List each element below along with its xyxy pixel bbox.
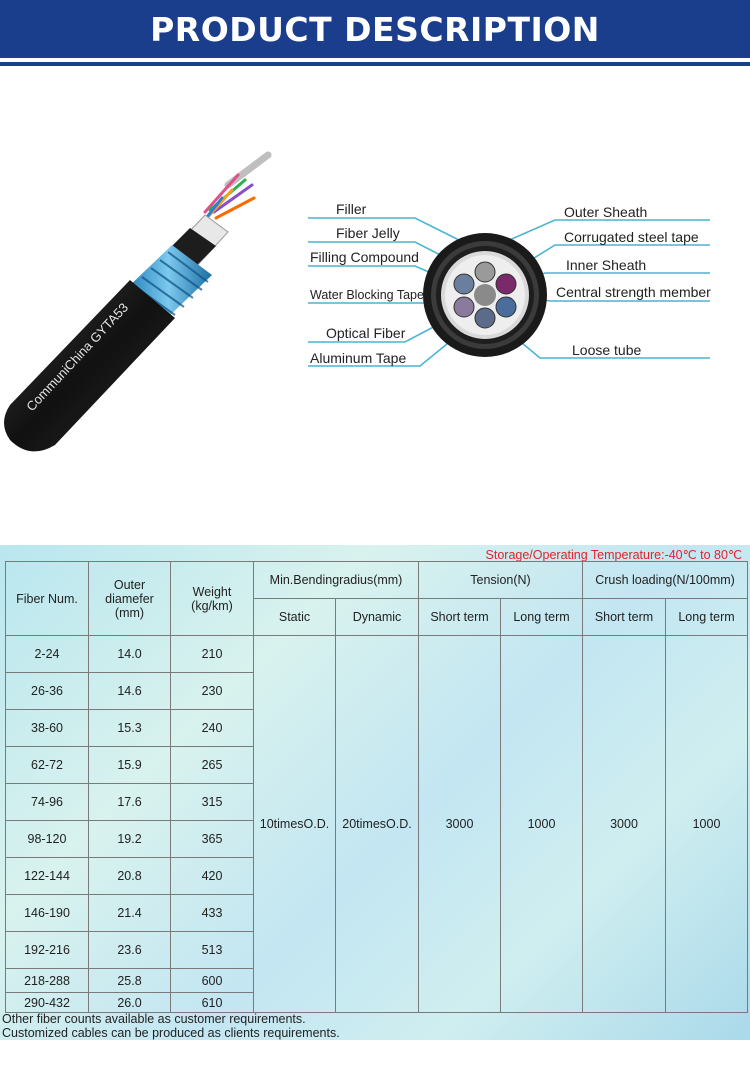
cell-crush-short: 3000: [583, 636, 666, 1013]
cell-fiber: 218-288: [6, 969, 89, 993]
cross-section-diagram: [300, 195, 750, 375]
header-crush-short-term: Short term: [583, 599, 666, 636]
cell-outer-diameter: 15.9: [89, 747, 171, 784]
cell-fiber: 62-72: [6, 747, 89, 784]
cell-fiber: 38-60: [6, 710, 89, 747]
label-water-blocking-tape: Water Blocking Tape: [310, 288, 424, 302]
header-tension-long-term: Long term: [501, 599, 583, 636]
label-fiber-jelly: Fiber Jelly: [336, 225, 400, 241]
page-title: PRODUCT DESCRIPTION: [150, 9, 600, 49]
label-optical-fiber: Optical Fiber: [326, 325, 406, 341]
cell-fiber: 290-432: [6, 993, 89, 1013]
cell-weight: 240: [171, 710, 254, 747]
cable-photo: [0, 140, 300, 460]
cell-fiber: 146-190: [6, 895, 89, 932]
footnote-line: Customized cables can be produced as clients requirements.: [2, 1026, 340, 1040]
label-central-strength-member: Central strength member: [556, 284, 711, 300]
cell-outer-diameter: 23.6: [89, 932, 171, 969]
cell-fiber: 74-96: [6, 784, 89, 821]
cell-outer-diameter: 21.4: [89, 895, 171, 932]
header-crush-loading: Crush loading(N/100mm): [583, 562, 748, 599]
header-tension-short-term: Short term: [419, 599, 501, 636]
cable-label: CommuniChina GYTA53: [23, 299, 132, 415]
header-banner: [0, 0, 750, 58]
cell-dynamic-radius: 20timesO.D.: [336, 636, 419, 1013]
table-row: [6, 636, 748, 673]
header-weight: Weight (kg/km): [171, 562, 254, 636]
cell-tension-long: 1000: [501, 636, 583, 1013]
cell-fiber: 192-216: [6, 932, 89, 969]
header-dynamic: Dynamic: [336, 599, 419, 636]
cell-outer-diameter: 15.3: [89, 710, 171, 747]
cell-outer-diameter: 20.8: [89, 858, 171, 895]
cell-weight: 315: [171, 784, 254, 821]
cell-weight: 600: [171, 969, 254, 993]
cell-tension-short: 3000: [419, 636, 501, 1013]
label-filler: Filler: [336, 201, 367, 217]
cell-crush-long: 1000: [666, 636, 748, 1013]
cell-weight: 210: [171, 636, 254, 673]
label-corrugated-steel-tape: Corrugated steel tape: [564, 229, 699, 245]
spec-panel: [0, 545, 750, 1040]
label-aluminum-tape: Aluminum Tape: [310, 350, 407, 366]
cell-outer-diameter: 17.6: [89, 784, 171, 821]
cell-fiber: 26-36: [6, 673, 89, 710]
label-loose-tube: Loose tube: [572, 342, 642, 358]
cell-weight: 513: [171, 932, 254, 969]
cell-weight: 433: [171, 895, 254, 932]
header-bending-radius: Min.Bendingradius(mm): [254, 562, 419, 599]
footnote-line: Other fiber counts available as customer requirements.: [2, 1012, 306, 1026]
header-outer-diameter: Outer diamefer (mm): [89, 562, 171, 636]
header-underline: [0, 62, 750, 66]
header-tension: Tension(N): [419, 562, 583, 599]
spec-table: [5, 561, 748, 1013]
cell-outer-diameter: 14.0: [89, 636, 171, 673]
label-outer-sheath: Outer Sheath: [564, 204, 648, 220]
label-filling-compound: Filling Compound: [310, 249, 419, 265]
header-static: Static: [254, 599, 336, 636]
cell-static-radius: 10timesO.D.: [254, 636, 336, 1013]
cell-fiber: 122-144: [6, 858, 89, 895]
header-crush-long-term: Long term: [666, 599, 748, 636]
cell-outer-diameter: 14.6: [89, 673, 171, 710]
label-inner-sheath: Inner Sheath: [566, 257, 647, 273]
cell-outer-diameter: 19.2: [89, 821, 171, 858]
cell-outer-diameter: 26.0: [89, 993, 171, 1013]
cell-weight: 365: [171, 821, 254, 858]
cell-weight: 420: [171, 858, 254, 895]
cell-weight: 610: [171, 993, 254, 1013]
cell-outer-diameter: 25.8: [89, 969, 171, 993]
storage-temperature-note: Storage/Operating Temperature:-40℃ to 80℃: [485, 548, 742, 562]
footnotes: [2, 1012, 340, 1040]
header-fiber-num: Fiber Num.: [6, 562, 89, 636]
cell-fiber: 98-120: [6, 821, 89, 858]
cell-weight: 265: [171, 747, 254, 784]
cell-weight: 230: [171, 673, 254, 710]
cell-fiber: 2-24: [6, 636, 89, 673]
